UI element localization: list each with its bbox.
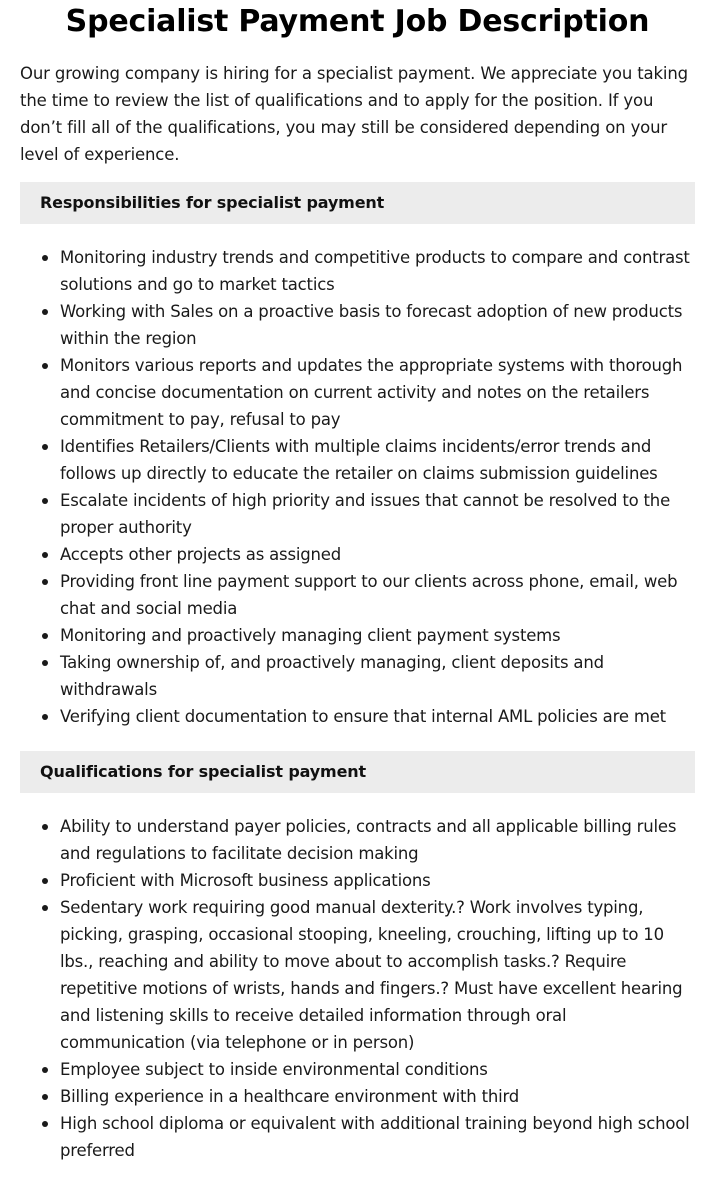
bullet-icon [42,714,48,720]
page-title: Specialist Payment Job Description [65,4,650,39]
list-item-text: Accepts other projects as assigned [60,545,341,564]
bullet-icon [42,878,48,884]
list-item [20,1110,695,1164]
list-item-text: Working with Sales on a proactive basis to forecast adoption of new products within the region [60,302,683,348]
qualifications-heading: Qualifications for specialist payment [20,751,695,793]
list-item [20,894,695,1056]
list-item [20,703,695,730]
list-item [20,352,695,433]
bullet-icon [42,824,48,830]
list-item-text: Employee subject to inside environmental conditions [60,1060,488,1079]
bullet-icon [42,444,48,450]
list-item [20,568,695,622]
list-item-text: Sedentary work requiring good manual dexterity.? Work involves typing, picking, grasping, occasional stooping, kneeling, crouching, lifting up to 10 lbs., reaching and ability to move about to accomplish tasks.? Require repetitive motions of wrists, hands and fingers.? Must have excellent hearing and listening skills to receive detailed information through oral communication (via telephone or in person) [60,898,683,1052]
list-item [20,867,695,894]
bullet-icon [42,633,48,639]
bullet-icon [42,552,48,558]
bullet-icon [42,660,48,666]
list-item-text: Providing front line payment support to our clients across phone, email, web chat and social media [60,572,678,618]
list-item [20,622,695,649]
list-item [20,541,695,568]
list-item [20,813,695,867]
list-item-text: Proficient with Microsoft business applications [60,871,431,890]
list-item [20,1083,695,1110]
list-item [20,433,695,487]
responsibilities-heading: Responsibilities for specialist payment [20,182,695,224]
list-item [20,487,695,541]
list-item-text: Billing experience in a healthcare environment with third [60,1087,520,1106]
list-item-text: Monitors various reports and updates the appropriate systems with thorough and concise documentation on current activity and notes on the retailers commitment to pay, refusal to pay [60,356,683,429]
bullet-icon [42,363,48,369]
list-item-text: Monitoring industry trends and competitive products to compare and contrast solutions and go to market tactics [60,248,690,294]
list-item-text: High school diploma or equivalent with additional training beyond high school preferred [60,1114,690,1160]
intro-paragraph: Our growing company is hiring for a specialist payment. We appreciate you taking the time to review the list of qualifications and to apply for the position. If you don’t fill all of the qualifications, you may still be considered depending on your level of experience. [20,64,688,164]
list-item-text: Taking ownership of, and proactively managing, client deposits and withdrawals [60,653,604,699]
bullet-icon [42,309,48,315]
responsibilities-list [20,244,695,730]
bullet-icon [42,1067,48,1073]
bullet-icon [42,1121,48,1127]
bullet-icon [42,255,48,261]
bullet-icon [42,579,48,585]
list-item-text: Ability to understand payer policies, contracts and all applicable billing rules and regulations to facilitate decision making [60,817,677,863]
qualifications-list [20,813,695,1164]
list-item [20,244,695,298]
bullet-icon [42,498,48,504]
list-item [20,649,695,703]
list-item-text: Monitoring and proactively managing client payment systems [60,626,561,645]
list-item [20,1056,695,1083]
list-item-text: Verifying client documentation to ensure that internal AML policies are met [60,707,666,726]
list-item-text: Identifies Retailers/Clients with multiple claims incidents/error trends and follows up directly to educate the retailer on claims submission guidelines [60,437,658,483]
list-item-text: Escalate incidents of high priority and issues that cannot be resolved to the proper authority [60,491,671,537]
bullet-icon [42,1094,48,1100]
list-item [20,298,695,352]
bullet-icon [42,905,48,911]
